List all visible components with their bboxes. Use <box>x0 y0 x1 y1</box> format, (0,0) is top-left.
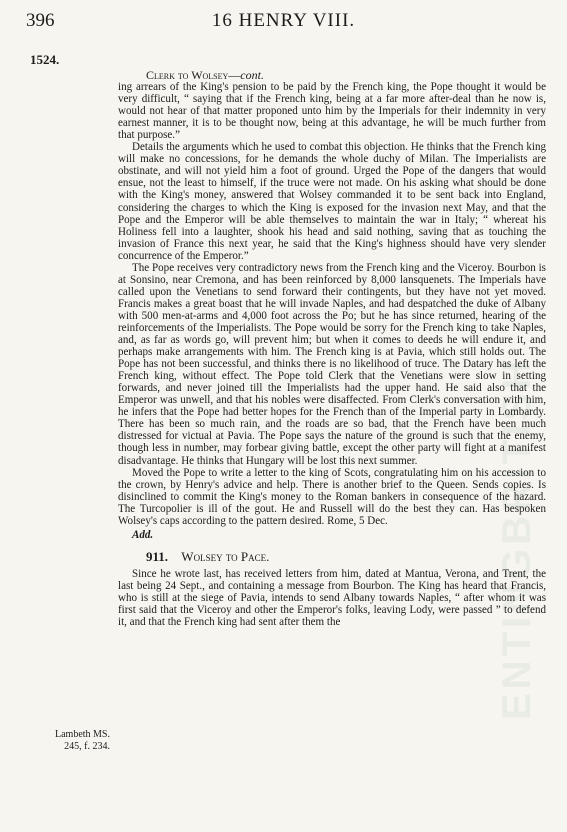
continuation-heading-text: Clerk to Wolsey— <box>146 68 241 82</box>
entry-title: Wolsey to Pace. <box>181 548 270 564</box>
running-title: 16 HENRY VIII. <box>211 10 356 31</box>
manuscript-reference-line: 245, f. 234. <box>64 741 110 752</box>
year-marginal: 1524. <box>30 52 60 67</box>
paragraph: The Pope receives very contradictory news from the French king and the Viceroy. Bourbon is at Sonsino, near Cremona, and has been reinforced by 8,000 lansquenets. The Imperials have called upon the Venetians to send forward their contingents, but they have not yet moved. Francis makes a great boast that he will invade Naples, and had despatched the duke of Albany with 500 men-at-arms and 4,000 foot across the Po; but he has since returned, hearing of the reinforcements of the Imperialists. The Pope would be sorry for the French king to take Naples, and, as far as words go, will prevent him; but when it comes to deeds he will endure it, and perhaps make arrangements with him. The French king is at Pavia, which still holds out. The Pope has not been successful, and thinks there is no likelihood of truce. The Datary has left the French king, without effect. The Pope told Clerk that the Venetians were slow in setting forwards, and never joined till the Imperialists had the upper hand. He said also that the Emperor was unwell, and that his nobles were disaffected. From Clerk's conversation with him, he infers that the Pope had better hopes for the French than of the Imperial party in Lombardy. There has been so much rain, and the roads are so bad, that the French have been much distressed for victual at Pavia. The Pope says the nature of the ground is such that the enemy, though less in number, may forbear giving battle, except the other party will fight at a manifest disadvantage. He thinks that Hungary will be lost this next summer. <box>118 261 546 467</box>
page-number: 396 <box>26 10 55 31</box>
entry-number: 911. <box>146 548 169 564</box>
manuscript-reference <box>18 729 110 753</box>
add-note: Add. <box>132 528 154 541</box>
paragraph: Details the arguments which he used to combat this objection. He thinks that the French king will make no concessions, for he demands the whole duchy of Milan. The Imperialists are obstinate, and will not yield him a foot of ground. Urged the Pope of the dangers that would ensue, not the least to himself, if the truce were not made. On his asking what should be done with the King's money, answered that Wolsey commanded it to be sent back into England, considering the charges to which the King is exposed for the invasion next May, and that the Pope and the Emperor will be able themselves to maintain the war in Italy; “ whereat his Holiness fell into a laughter, shook his head and said nothing, saving that as touching the invasion of France this next year, he said that the King's highness should have very slender concurrence of the Emperor.” <box>118 141 546 262</box>
paragraph: Moved the Pope to write a letter to the king of Scots, congratulating him on his accession to the crown, by Henry's advice and help. There is another brief to the Queen. Sends copies. Is disinclined to commit the King's money to the Roman bankers in consequence of the hazard. The Turcopolier is ill of the gout. He and Russell will do the best they can. Has bespoken Wolsey's caps according to the pattern desired. Rome, 5 Dec. <box>118 466 546 527</box>
page-header <box>26 10 541 36</box>
paragraph: ing arrears of the King's pension to be paid by the French king, the Pope thought it would be very difficult, “ saying that if the French king, being at a far more after-deal than he now is, would not hear of that matter proponed unto him by the Imperials for their indemnity in very earnest manner, it is to be thought now, being at this advantage, he will be much further from that purpose.” <box>118 81 546 142</box>
continuation-heading <box>146 69 546 81</box>
continuation-cont: cont. <box>240 68 264 82</box>
entry-text: Since he wrote last, has received letters from him, dated at Mantua, Verona, and Trent, the last being 24 Sept., and containing a message from Bourbon. The King has heard that Francis, who is still at the siege of Pavia, intends to send Albany towards Naples, “ after whom it was first said that the Viceroy and other the Emperor's folks, leaving Lody, were passed ” to defend it, and that the French king had sent after them the <box>118 567 546 629</box>
entry-heading <box>146 548 546 564</box>
manuscript-reference-line: Lambeth MS. <box>55 729 110 740</box>
document-body <box>118 69 546 628</box>
watermark: ENTINGBRITISH <box>495 356 539 720</box>
